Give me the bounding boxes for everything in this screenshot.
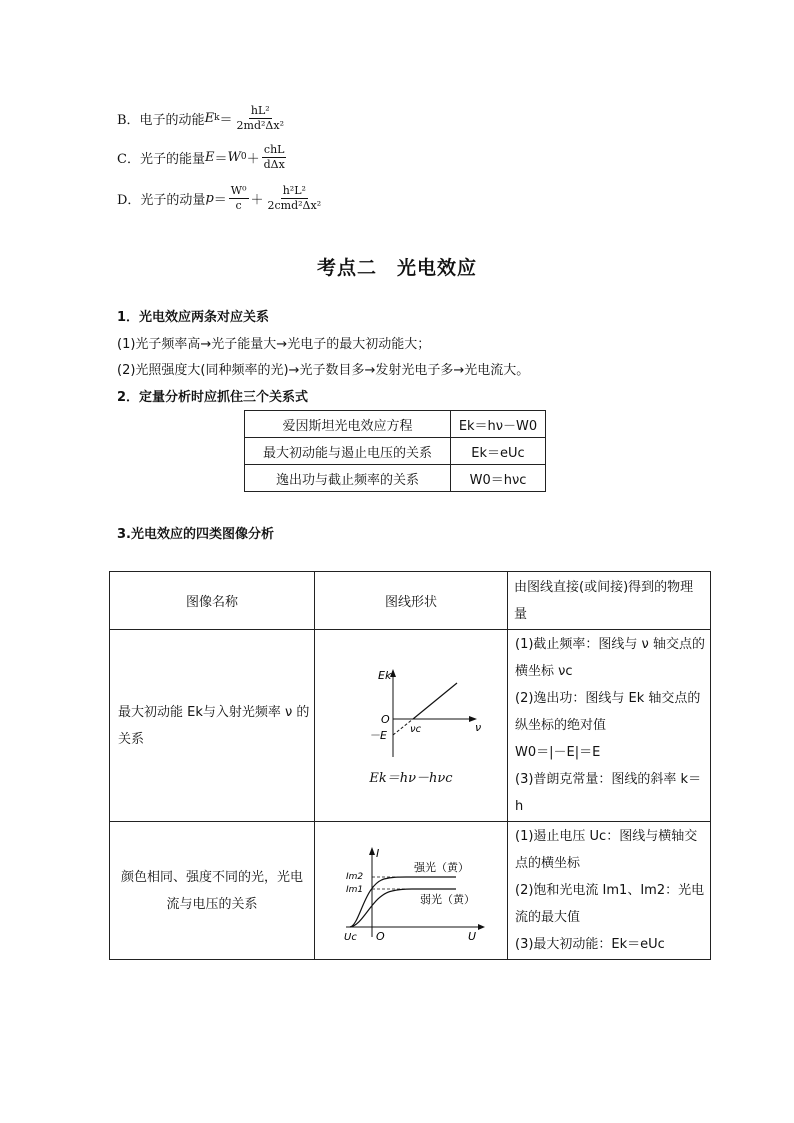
option-c-w: W xyxy=(227,149,241,165)
x-intercept-label: νc xyxy=(410,724,422,735)
option-b-prefix: B．电子的动能 xyxy=(117,112,205,128)
item2-heading: 2．定量分析时应抓住三个关系式 xyxy=(117,390,309,405)
row1-graph-cell xyxy=(315,630,508,822)
relation-name: 最大初动能与遏止电压的关系 xyxy=(245,438,451,465)
relation-row xyxy=(245,465,546,492)
option-b-denominator: 2md²Δx² xyxy=(236,118,284,132)
relation-formula: Ek＝eUc xyxy=(451,438,546,465)
option-b-sub: k xyxy=(214,113,220,124)
im2-label: Im2 xyxy=(346,871,364,882)
header-graph-name: 图像名称 xyxy=(110,572,315,630)
option-d-plus: ＋ xyxy=(250,192,264,208)
relation-formula: Ek＝hν－W0 xyxy=(451,411,546,438)
item1-line1: (1)光子频率高→光子能量大→光电子的最大初动能大； xyxy=(117,337,431,352)
y-axis-label: I xyxy=(376,846,380,860)
x-axis-arrow xyxy=(478,924,485,930)
option-b-eq: ＝ xyxy=(219,112,233,128)
option-c-denominator: dΔx xyxy=(263,157,285,171)
row2-quantities xyxy=(508,822,711,960)
y-axis-label: Ek xyxy=(378,669,392,682)
item3-heading: 3.光电效应的四类图像分析 xyxy=(117,527,274,542)
ek-frequency-graph xyxy=(341,665,481,765)
row2-point: (3)最大初动能：Ek＝eUc xyxy=(515,937,665,952)
row2-name: 颜色相同、强度不同的光，光电流与电压的关系 xyxy=(110,822,315,960)
option-c-prefix: C．光子的能量 xyxy=(117,151,205,167)
header-graph-shape: 图线形状 xyxy=(315,572,508,630)
row2-point: (2)饱和光电流 Im1、Im2：光电流的最大值 xyxy=(515,883,705,925)
option-b xyxy=(117,104,288,133)
option-d-numerator-1: W⁰ xyxy=(230,184,247,197)
ek-line xyxy=(413,683,457,719)
relation-formula: W0＝hνc xyxy=(451,465,546,492)
x-axis-label: ν xyxy=(475,721,481,734)
item1-line2: (2)光照强度大(同种频率的光)→光子数目多→发射光电子多→光电流大。 xyxy=(117,363,530,378)
x-axis-label: U xyxy=(468,929,477,941)
row1-point: W0＝|－E|＝E xyxy=(515,745,601,760)
option-b-var: E xyxy=(204,110,215,126)
row1-point: (3)普朗克常量：图线的斜率 k＝h xyxy=(515,772,702,814)
relation-name: 逸出功与截止频率的关系 xyxy=(245,465,451,492)
option-d-denominator-2: 2cmd²Δx² xyxy=(267,198,322,212)
row2-graph-cell xyxy=(315,822,508,960)
table-row xyxy=(110,630,711,822)
option-b-numerator: hL² xyxy=(250,104,270,117)
option-c-plus: ＋ xyxy=(246,151,260,167)
current-voltage-graph xyxy=(336,841,486,941)
option-c-fraction xyxy=(262,143,287,172)
relation-row xyxy=(245,411,546,438)
table-header-row xyxy=(110,572,711,630)
row2-point: (1)遏止电压 Uc：图线与横轴交点的横坐标 xyxy=(515,829,698,871)
option-c-var: E xyxy=(204,149,215,165)
uc-label: Uc xyxy=(344,931,357,941)
option-d-fraction-1 xyxy=(229,184,249,213)
table-row xyxy=(110,822,711,960)
origin-label: O xyxy=(381,713,390,726)
header-quantities: 由图线直接(或间接)得到的物理量 xyxy=(508,572,711,630)
option-c xyxy=(117,143,289,172)
row1-name: 最大初动能 Ek与入射光频率 ν 的关系 xyxy=(110,630,315,822)
y-axis-arrow xyxy=(369,847,375,855)
option-d-denominator-1: c xyxy=(235,198,242,212)
relation-row xyxy=(245,438,546,465)
row1-point: (1)截止频率：图线与 ν 轴交点的横坐标 νc xyxy=(515,637,705,679)
option-d-var: p xyxy=(205,190,214,206)
im1-label: Im1 xyxy=(346,884,364,895)
option-b-fraction xyxy=(235,104,286,133)
option-c-eq: ＝ xyxy=(214,151,228,167)
option-d xyxy=(117,184,325,213)
option-d-fraction-2 xyxy=(266,184,324,213)
row1-graph-caption: Ek＝hν－hνc xyxy=(369,771,453,786)
graph-analysis-table xyxy=(109,571,711,960)
option-c-w-sub: 0 xyxy=(240,152,247,163)
option-c-numerator: chL xyxy=(263,143,285,156)
strong-light-label: 强光（黄） xyxy=(414,860,469,874)
y-intercept-label: －E xyxy=(369,729,387,742)
origin-label: O xyxy=(376,929,385,941)
row1-point: (2)逸出功：图线与 Ek 轴交点的纵坐标的绝对值 xyxy=(515,691,701,733)
relation-table xyxy=(244,410,546,492)
option-d-eq: ＝ xyxy=(213,192,227,208)
option-d-numerator-2: h²L² xyxy=(282,184,306,197)
relation-name: 爱因斯坦光电效应方程 xyxy=(245,411,451,438)
row1-quantities xyxy=(508,630,711,822)
item1-heading: 1．光电效应两条对应关系 xyxy=(117,310,270,325)
section-title: 考点二 光电效应 xyxy=(316,257,477,279)
weak-light-label: 弱光（黄） xyxy=(420,892,475,906)
option-d-prefix: D．光子的动量 xyxy=(117,192,206,208)
